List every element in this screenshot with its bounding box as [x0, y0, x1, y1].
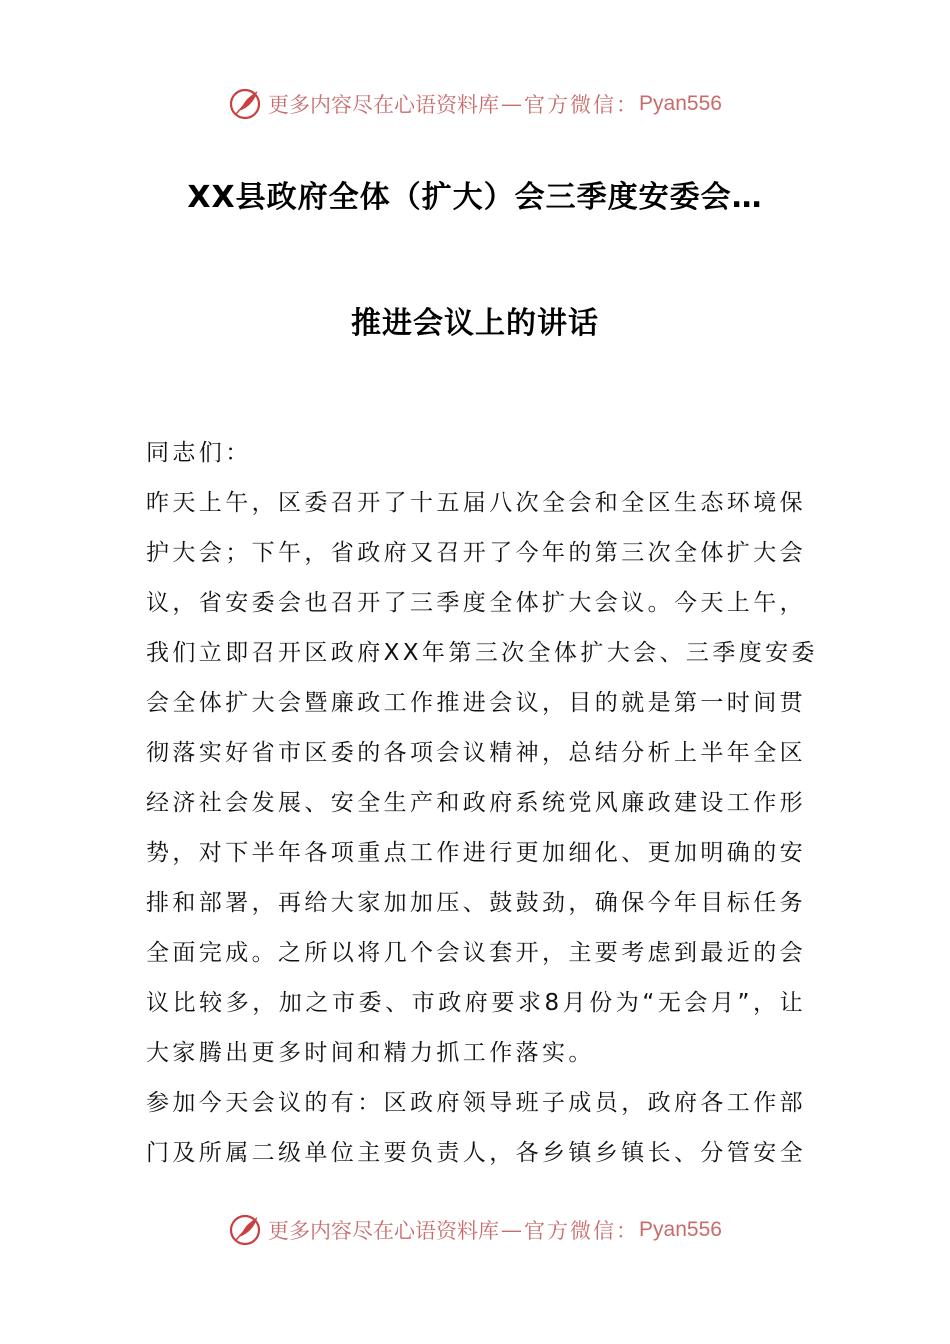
paragraph-1	[146, 478, 818, 1078]
text-line: 全面完成。之所以将几个会议套开，主要考虑到最近的会	[146, 940, 806, 966]
header-watermark	[0, 84, 950, 124]
footer-watermark	[0, 1210, 950, 1250]
text-line: 排和部署，再给大家加加压、鼓鼓劲，确保今年目标任务	[146, 890, 806, 916]
document-body	[146, 428, 818, 1178]
text-line: 我们立即召开区政府XX年第三次全体扩大会、三季度安委	[146, 640, 818, 666]
watermark-separator: —	[501, 92, 523, 116]
watermark-wechat-id: Pyan556	[639, 92, 722, 115]
document-title-line-2: 推进会议上的讲话	[351, 306, 599, 341]
text-line: 同志们：	[146, 440, 252, 466]
text-line: 会全体扩大会暨廉政工作推进会议，目的就是第一时间贯	[146, 690, 806, 716]
watermark-wechat-label: 官方微信：	[524, 1219, 640, 1243]
quill-logo-icon	[228, 87, 262, 121]
text-line: 彻落实好省市区委的各项会议精神，总结分析上半年全区	[146, 740, 806, 766]
text-line: 参加今天会议的有：区政府领导班子成员，政府各工作部	[146, 1090, 806, 1116]
salutation	[146, 428, 806, 478]
text-line: 经济社会发展、安全生产和政府系统党风廉政建设工作形	[146, 790, 806, 816]
document-title-line-1: XX县政府全体（扩大）会三季度安委会…	[187, 180, 763, 215]
text-line: 大家腾出更多时间和精力抓工作落实。	[146, 1040, 595, 1066]
watermark-wechat-id: Pyan556	[639, 1218, 722, 1241]
text-line: 门及所属二级单位主要负责人，各乡镇乡镇长、分管安全	[146, 1140, 806, 1166]
watermark-text: 更多内容尽在心语资料库	[268, 1219, 500, 1243]
quill-logo-icon	[228, 1213, 262, 1247]
text-line: 势，对下半年各项重点工作进行更加细化、更加明确的安	[146, 840, 806, 866]
watermark-wechat-label: 官方微信：	[524, 93, 640, 117]
watermark-text: 更多内容尽在心语资料库	[268, 93, 500, 117]
text-line: 昨天上午，区委召开了十五届八次全会和全区生态环境保	[146, 490, 806, 516]
text-line: 议，省安委会也召开了三季度全体扩大会议。今天上午，	[146, 590, 806, 616]
paragraph-2	[146, 1078, 806, 1178]
watermark-separator: —	[501, 1218, 523, 1242]
text-line: 护大会；下午，省政府又召开了今年的第三次全体扩大会	[146, 540, 806, 566]
text-line: 议比较多，加之市委、市政府要求8月份为“无会月”，让	[146, 990, 806, 1016]
